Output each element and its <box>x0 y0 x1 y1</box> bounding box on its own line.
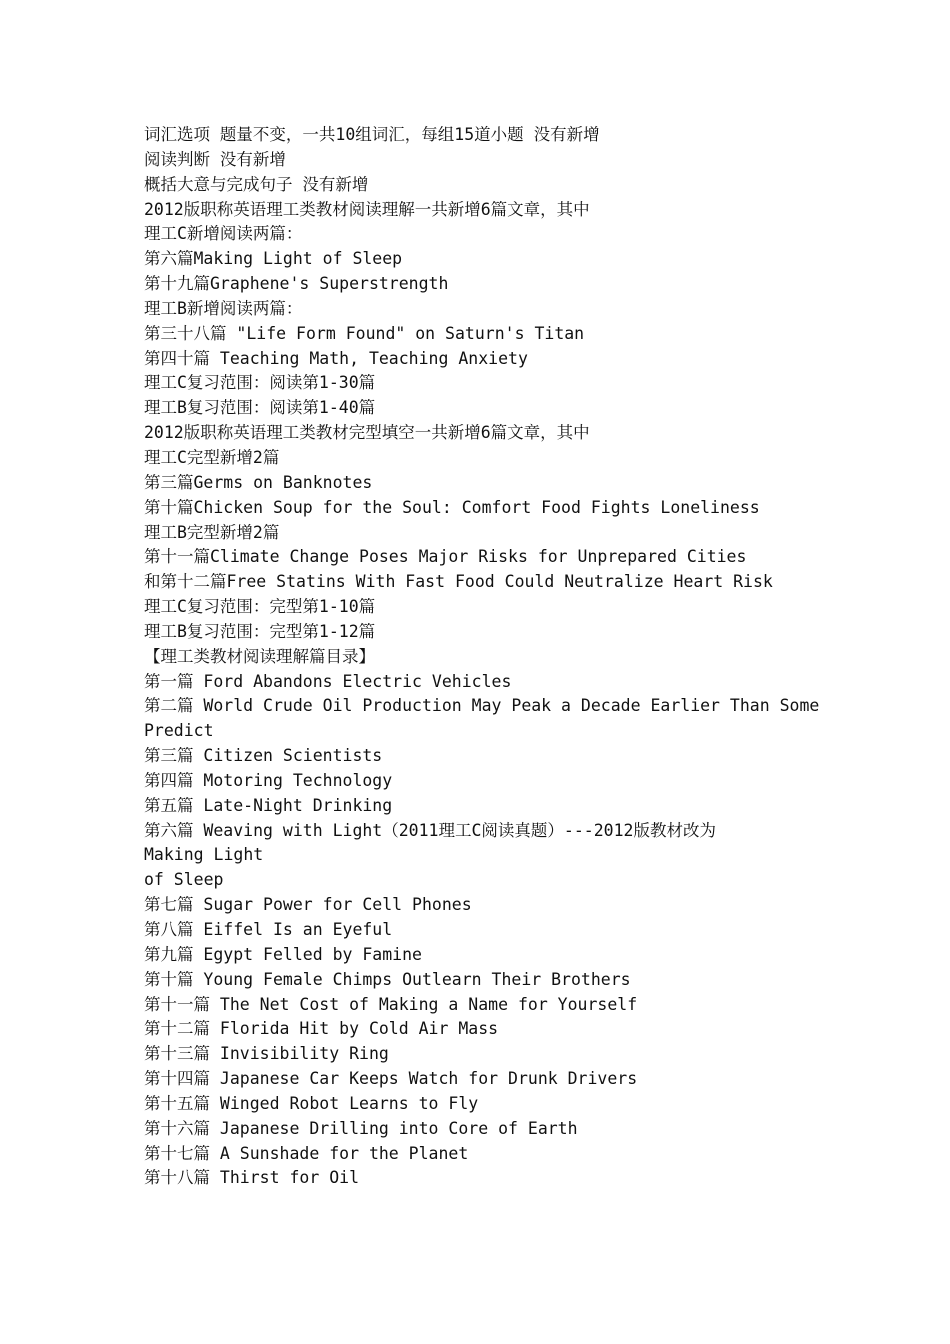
text-line: 第十篇Chicken Soup for the Soul: Comfort Food Fights Loneliness <box>144 497 760 517</box>
toc-entry: 第三篇 Citizen Scientists <box>144 746 383 766</box>
text-line: 第三十八篇 "Life Form Found" on Saturn's Titan <box>144 323 585 343</box>
toc-entry: 第十五篇 Winged Robot Learns to Fly <box>144 1093 479 1113</box>
toc-entry: 第十四篇 Japanese Car Keeps Watch for Drunk Drivers <box>144 1069 638 1089</box>
toc-entry: 第五篇 Late-Night Drinking <box>144 795 393 815</box>
text-line: 第十一篇Climate Change Poses Major Risks for Unprepared Cities <box>144 547 747 567</box>
text-line: 第四十篇 Teaching Math, Teaching Anxiety <box>144 348 528 368</box>
text-line: 第六篇Making Light of Sleep <box>144 249 403 269</box>
toc-entry: 第十一篇 The Net Cost of Making a Name for Yourself <box>144 994 638 1014</box>
text-line: 第十九篇Graphene's Superstrength <box>144 274 449 294</box>
text-line: 理工C完型新增2篇 <box>144 447 280 467</box>
text-line: 阅读判断 没有新增 <box>144 149 286 169</box>
document-body <box>144 123 824 1191</box>
text-line: 理工C复习范围：完型第1-10篇 <box>144 597 376 617</box>
text-line: 和第十二篇Free Statins With Fast Food Could Neutralize Heart Risk <box>144 572 773 592</box>
toc-entry: 第六篇 Weaving with Light（2011理工C阅读真题）---2012版教材改为 <box>144 820 716 840</box>
toc-entry: 第十篇 Young Female Chimps Outlearn Their Brothers <box>144 969 631 989</box>
text-line: 理工B完型新增2篇 <box>144 522 280 542</box>
text-line: 理工B复习范围：完型第1-12篇 <box>144 621 376 641</box>
text-line: 理工B新增阅读两篇： <box>144 298 303 318</box>
section-heading: 【理工类教材阅读理解篇目录】 <box>144 646 375 666</box>
toc-entry: 第十七篇 A Sunshade for the Planet <box>144 1143 469 1163</box>
text-line: 概括大意与完成句子 没有新增 <box>144 174 369 194</box>
text-line: 理工C复习范围：阅读第1-30篇 <box>144 373 376 393</box>
text-line: 词汇选项 题量不变，一共10组词汇，每组15道小题 没有新增 <box>144 125 600 144</box>
toc-entry: 第十二篇 Florida Hit by Cold Air Mass <box>144 1019 499 1039</box>
text-line: 2012版职称英语理工类教材阅读理解一共新增6篇文章，其中 <box>144 199 590 219</box>
toc-entry: 第四篇 Motoring Technology <box>144 770 393 790</box>
toc-entry: 第一篇 Ford Abandons Electric Vehicles <box>144 671 512 691</box>
toc-entry: 第二篇 World Crude Oil Production May Peak a Decade Earlier Than Some <box>144 696 820 716</box>
toc-entry: 第十六篇 Japanese Drilling into Core of Earth <box>144 1118 578 1138</box>
toc-entry: Making Light <box>144 845 264 865</box>
text-line: 理工B复习范围：阅读第1-40篇 <box>144 398 376 418</box>
toc-entry: Predict <box>144 721 214 741</box>
text-line: 2012版职称英语理工类教材完型填空一共新增6篇文章，其中 <box>144 423 590 443</box>
toc-entry: 第七篇 Sugar Power for Cell Phones <box>144 895 472 915</box>
toc-entry: 第九篇 Egypt Felled by Famine <box>144 944 422 964</box>
toc-entry: 第八篇 Eiffel Is an Eyeful <box>144 920 393 939</box>
toc-entry: 第十八篇 Thirst for Oil <box>144 1168 360 1188</box>
text-line: 理工C新增阅读两篇： <box>144 224 303 244</box>
toc-entry: 第十三篇 Invisibility Ring <box>144 1044 389 1064</box>
toc-entry: of Sleep <box>144 870 224 890</box>
text-line: 第三篇Germs on Banknotes <box>144 472 373 492</box>
